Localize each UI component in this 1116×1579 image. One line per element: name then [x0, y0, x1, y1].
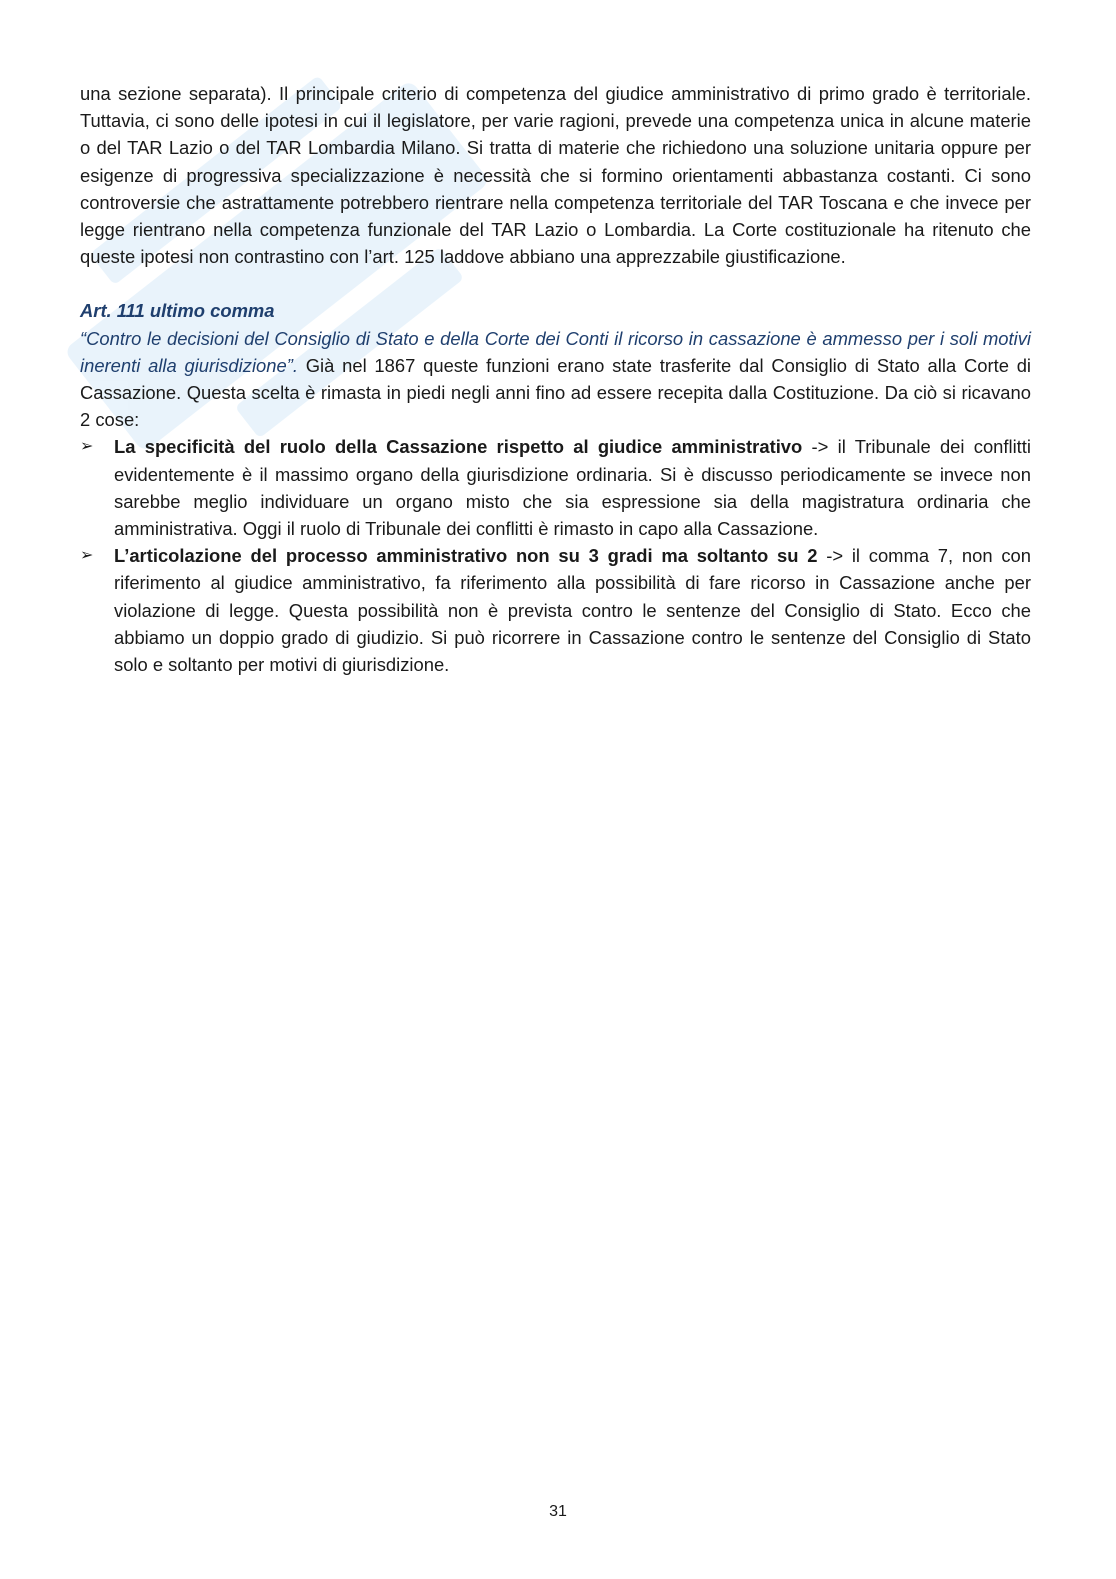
bullet-list	[80, 433, 1031, 678]
arrow-right-icon: ➢	[80, 547, 94, 565]
page-content	[80, 80, 1031, 678]
section-paragraph	[80, 325, 1031, 434]
list-item-text: -> il comma 7, non con riferimento al giudice amministrativo, fa riferimento alla possibilità di fare ricorso in Cassazione anche per violazione di legge. Questa possibilità non è prevista contro le sentenze del Consiglio di Stato. Ecco che abbiamo un doppio grado di giudizio. Si può ricorrere in Cassazione contro le sentenze del Consiglio di Stato solo e soltanto per motivi di giurisdizione.	[114, 545, 1032, 676]
list-item-bold: L’articolazione del processo amministrativo non su 3 gradi ma soltanto su 2	[114, 545, 818, 567]
body-paragraph: una sezione separata). Il principale criterio di competenza del giudice amministrativo di primo grado è territoriale. Tuttavia, ci sono delle ipotesi in cui il legislatore, per varie ragioni, prevede una competenza unica in alcune materie o del TAR Lazio o del TAR Lombardia Milano. Si tratta di materie che richiedono una soluzione unitaria oppure per esigenze di progressiva specializzazione è necessità che si formino orientamenti abbastanza costanti. Ci sono controversie che astrattamente potrebbero rientrare nella competenza territoriale del TAR Toscana e che invece per legge rientrano nella competenza funzionale del TAR Lazio o Lombardia. La Corte costituzionale ha ritenuto che queste ipotesi non contrastino con l’art. 125 laddove abbiano una apprezzabile giustificazione.	[80, 83, 1031, 268]
section-heading: Art. 111 ultimo comma	[80, 300, 275, 322]
constitution-quote: “Contro le decisioni del Consiglio di Stato e della Corte dei Conti il ricorso in cassazione è ammesso per i soli motivi inerenti alla giurisdizione”.	[80, 327, 1031, 376]
section-text: Già nel 1867 queste funzioni erano state trasferite dal Consiglio di Stato alla Corte di Cassazione. Questa scelta è rimasta in piedi negli anni fino ad essere recepita dalla Costituzione. Da ciò si ricavano 2 cose:	[80, 354, 1032, 431]
page-number: 31	[549, 1503, 567, 1520]
list-item	[80, 542, 1031, 678]
list-item-bold: La specificità del ruolo della Cassazione rispetto al giudice amministrativo	[114, 436, 803, 458]
list-item	[80, 433, 1031, 542]
arrow-right-icon: ➢	[80, 438, 94, 456]
list-item-text: -> il Tribunale dei conflitti evidentemente è il massimo organo della giurisdizione ordinaria. Si è discusso periodicamente se invece non sarebbe meglio individuare un organo misto che sia espressione sia della magistratura ordinaria che amministrativa. Oggi il ruolo di Tribunale dei conflitti è rimasto in capo alla Cassazione.	[114, 436, 1031, 540]
